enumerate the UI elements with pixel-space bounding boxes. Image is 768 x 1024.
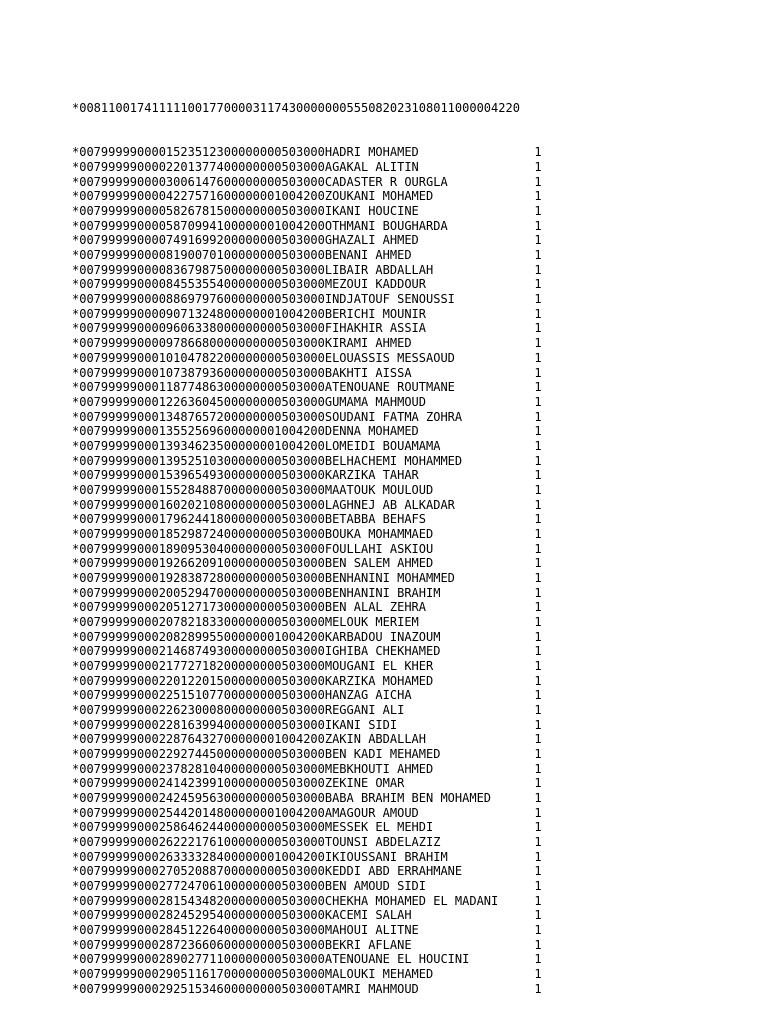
record-line: *0079999900027052088700000000503000KEDDI ABD ERRAHMANE 1 [72, 864, 542, 879]
record-line: *0079999900013552569600000001004200DENNA MOHAMED 1 [72, 424, 542, 439]
record-line: *0079999900010104782200000000503000ELOUASSIS MESSAOUD 1 [72, 350, 542, 365]
record-line: *0079999900027724706100000000503000BEN AMOUD SIDI 1 [72, 879, 542, 894]
record-line: *0079999900022876432700000001004200ZAKIN ABDALLAH 1 [72, 732, 542, 747]
record-line: *0079999900019266209100000000503000BEN SALEM AHMED 1 [72, 556, 542, 571]
record-line: *0079999900020052947000000000503000BENHANINI BRAHIM 1 [72, 585, 542, 600]
record-line: *0079999900022623000800000000503000REGGANI ALI 1 [72, 702, 542, 717]
record-line: *0079999900022927445000000000503000BEN KADI MEHAMED 1 [72, 746, 542, 761]
record-line: *0079999900022816399400000000503000IKANI SIDI 1 [72, 717, 542, 732]
record-line: *0079999900013934623500000001004200LOMEIDI BOUAMAMA 1 [72, 438, 542, 453]
record-line: *0079999900013487657200000000503000SOUDANI FATMA ZOHRA 1 [72, 409, 542, 424]
record-line: *0079999900021468749300000000503000IGHIBA CHEKHAMED 1 [72, 644, 542, 659]
record-line: *0079999900009606338000000000503000FIHAKHIR ASSIA 1 [72, 321, 542, 336]
record-line: *0079999900008869797600000000503000INDJATOUF SENOUSSI 1 [72, 292, 542, 307]
record-line: *0079999900026222176100000000503000TOUNSI ABDELAZIZ 1 [72, 835, 542, 849]
record-line: *0079999900015396549300000000503000KARZIKA TAHAR 1 [72, 468, 542, 483]
record-line: *0079999900018909530400000000503000FOULLAHI ASKIOU 1 [72, 541, 542, 556]
record-line: *0079999900003006147600000000503000CADASTER R OURGLA 1 [72, 174, 542, 189]
record-line: *0079999900016020210800000000503000LAGHNEJ AB ALKADAR 1 [72, 497, 542, 512]
record-line: *0079999900024142399100000000503000ZEKINE OMAR 1 [72, 776, 542, 791]
record-line: *0079999900020828995500000001004200KARBADOU INAZOUM 1 [72, 629, 542, 644]
record-line: *0079999900028451226400000000503000MAHOUI ALITNE 1 [72, 923, 542, 938]
record-line: *0079999900025864624400000000503000MESSEK EL MEHDI 1 [72, 820, 542, 835]
record-line: *0079999900007491699200000000503000GHAZALI AHMED 1 [72, 233, 542, 248]
record-list [72, 145, 542, 996]
record-line: *0079999900002201377400000000503000AGAKAL ALITIN 1 [72, 160, 542, 175]
record-line: *0079999900009071324800000001004200BERICHI MOUNIR 1 [72, 306, 542, 321]
fixed-width-record-listing [72, 72, 542, 1011]
record-line: *0079999900023782810400000000503000MEBKHOUTI AHMED 1 [72, 761, 542, 776]
record-line: *0079999900020512717300000000503000BEN ALAL ZEHRA 1 [72, 600, 542, 615]
record-line: *0079999900011877486300000000503000ATENOUANE ROUTMANE 1 [72, 380, 542, 395]
record-line: *0079999900005826781500000000503000IKANI HOUCINE 1 [72, 204, 542, 219]
record-line: *0079999900008367987500000000503000LIBAIR ABDALLAH 1 [72, 262, 542, 277]
record-line: *0079999900020782183300000000503000MELOUK MERIEM 1 [72, 614, 542, 629]
record-line: *0079999900024245956300000000503000BABA BRAHIM BEN MOHAMED 1 [72, 790, 542, 805]
record-line: *0079999900019283872800000000503000BENHANINI MOHAMMED 1 [72, 570, 542, 585]
record-line: *0079999900028245295400000000503000KACEMI SALAH 1 [72, 908, 542, 923]
record-line: *0079999900012263604500000000503000GUMAMA MAHMOUD 1 [72, 394, 542, 409]
record-line: *0079999900009786680000000000503000KIRAMI AHMED 1 [72, 336, 542, 351]
record-line: *0079999900028902771100000000503000ATENOUANE EL HOUCINI 1 [72, 952, 542, 967]
record-line: *0079999900017962441800000000503000BETABBA BEHAFS 1 [72, 512, 542, 527]
record-line: *0079999900008455355400000000503000MEZOUI KADDOUR 1 [72, 277, 542, 292]
record-line: *0079999900028723660600000000503000BEKRI AFLANE 1 [72, 937, 542, 952]
record-line: *0079999900029251534600000000503000TAMRI MAHMOUD 1 [72, 981, 542, 996]
record-line: *0079999900022012201500000000503000KARZIKA MOHAMED 1 [72, 673, 542, 688]
record-line: *0079999900026333328400000001004200IKIOUSSANI BRAHIM 1 [72, 849, 542, 864]
record-line: *0079999900010738793600000000503000BAKHTI AISSA 1 [72, 365, 542, 380]
record-line: *0079999900013952510300000000503000BELHACHEMI MOHAMMED 1 [72, 453, 542, 468]
record-line: *0079999900022515107700000000503000HANZAG AICHA 1 [72, 688, 542, 703]
record-line: *0079999900029051161700000000503000MALOUKI MEHAMED 1 [72, 967, 542, 982]
record-line: *0079999900001523512300000000503000HADRI MOHAMED 1 [72, 145, 542, 160]
header-record: *0081100174111110017700003117430000000555082023108011000004220 [72, 101, 520, 116]
record-line: *0079999900028154348200000000503000CHEKHA MOHAMED EL MADANI 1 [72, 893, 542, 908]
record-line: *0079999900025442014800000001004200AMAGOUR AMOUD 1 [72, 805, 542, 820]
record-line: *0079999900005870994100000001004200OTHMANI BOUGHARDA 1 [72, 218, 542, 233]
record-line: *0079999900015528488700000000503000MAATOUK MOULOUD 1 [72, 482, 542, 497]
record-line: *0079999900021772718200000000503000MOUGANI EL KHER 1 [72, 658, 542, 673]
record-line: *0079999900018529872400000000503000BOUKA MOHAMMAED 1 [72, 526, 542, 541]
record-line: *0079999900008190070100000000503000BENANI AHMED 1 [72, 248, 542, 263]
record-line: *0079999900004227571600000001004200ZOUKANI MOHAMED 1 [72, 189, 542, 204]
